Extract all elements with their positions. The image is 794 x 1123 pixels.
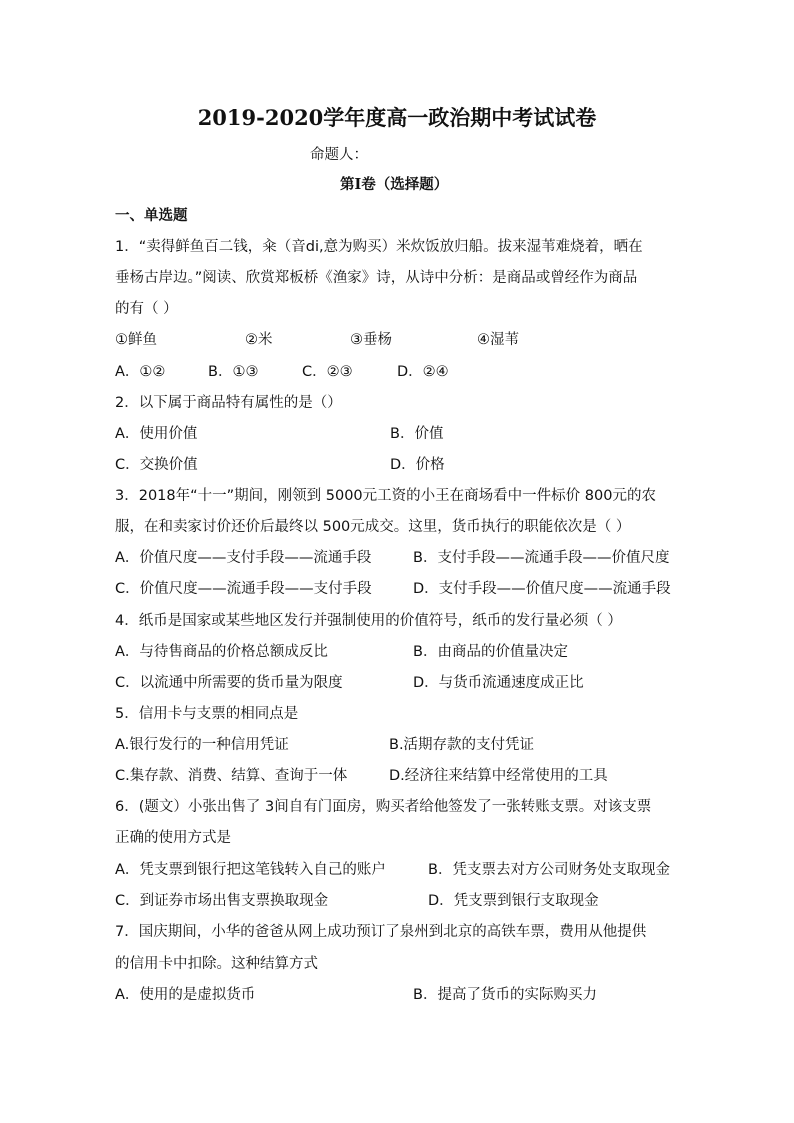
question-1-stem-line-3: 的有（ ） [115,301,178,317]
question-5-option-d: D.经济往来结算中经常使用的工具 [389,768,608,784]
question-4-option-c: C．以流通中所需要的货币量为限度 [115,675,343,691]
question-6-stem-line-2: 正确的使用方式是 [115,830,231,846]
author-label: 命题人： [310,147,368,163]
question-6-stem-line-1: 6．(题文）小张出售了 3间自有门面房，购买者给他签发了一张转账支票。对该支票 [115,799,652,815]
question-1-item-3: ③垂杨 [350,332,392,348]
question-6-option-c: C．到证券市场出售支票换取现金 [115,893,329,909]
question-1-option-a: A．①② [115,364,166,380]
section-title: 第Ⅰ卷（选择题） [340,176,449,193]
question-2-option-d: D．价格 [390,457,445,473]
question-6-option-b: B．凭支票去对方公司财务处支取现金 [428,862,670,878]
question-2-option-b: B．价值 [390,426,444,442]
question-3-option-b: B．支付手段——流通手段——价值尺度 [413,550,670,566]
question-1-stem-line-2: 垂杨古岸边。”阅读、欣赏郑板桥《渔家》诗，从诗中分析：是商品或曾经作为商品 [115,270,638,286]
question-3-stem-line-1: 3．2018年“十一”期间，刚领到 5000元工资的小王在商场看中一件标价 800元的农 [115,488,656,504]
question-1-option-b: B．①③ [208,364,259,380]
question-3-option-a: A．价值尺度——支付手段——流通手段 [115,550,372,566]
question-6-option-a: A．凭支票到银行把这笔钱转入自己的账户 [115,862,386,878]
question-5-option-b: B.活期存款的支付凭证 [389,737,535,753]
question-7-option-b: B．提高了货币的实际购买力 [413,987,597,1003]
question-2-option-c: C．交换价值 [115,457,198,473]
question-7-option-a: A．使用的是虚拟货币 [115,987,256,1003]
question-1-stem-line-1: 1．“卖得鲜鱼百二钱，籴（音di,意为购买）米炊饭放归船。拔来湿苇难烧着，晒在 [115,239,643,255]
question-1-option-d: D．②④ [397,364,449,380]
question-5-stem: 5．信用卡与支票的相同点是 [115,706,299,722]
question-1-option-c: C．②③ [302,364,353,380]
question-5-option-c: C.集存款、消费、结算、查询于一体 [115,768,348,784]
question-4-stem: 4．纸币是国家或某些地区发行并强制使用的价值符号，纸币的发行量必须（ ） [115,613,622,629]
question-3-option-d: D．支付手段——价值尺度——流通手段 [413,581,671,597]
question-1-item-1: ①鲜鱼 [115,332,157,348]
question-3-option-c: C．价值尺度——流通手段——支付手段 [115,581,372,597]
question-2-option-a: A．使用价值 [115,426,198,442]
question-7-stem-line-2: 的信用卡中扣除。这种结算方式 [115,956,318,972]
part-heading: 一、单选题 [115,208,188,224]
exam-title: 2019-2020学年度高一政治期中考试试卷 [197,105,597,130]
question-1-item-2: ②米 [245,332,273,348]
question-4-option-a: A．与待售商品的价格总额成反比 [115,644,328,660]
question-3-stem-line-2: 服，在和卖家讨价还价后最终以 500元成交。这里，货币执行的职能依次是（ ） [115,519,631,535]
question-4-option-b: B．由商品的价值量决定 [413,644,568,660]
question-4-option-d: D．与货币流通速度成正比 [413,675,584,691]
question-1-item-4: ④湿苇 [477,332,519,348]
question-6-option-d: D．凭支票到银行支取现金 [428,893,599,909]
question-2-stem: 2．以下属于商品特有属性的是（） [115,395,342,411]
question-7-stem-line-1: 7．国庆期间，小华的爸爸从网上成功预订了泉州到北京的高铁车票，费用从他提供 [115,924,647,940]
question-5-option-a: A.银行发行的一种信用凭证 [115,737,289,753]
